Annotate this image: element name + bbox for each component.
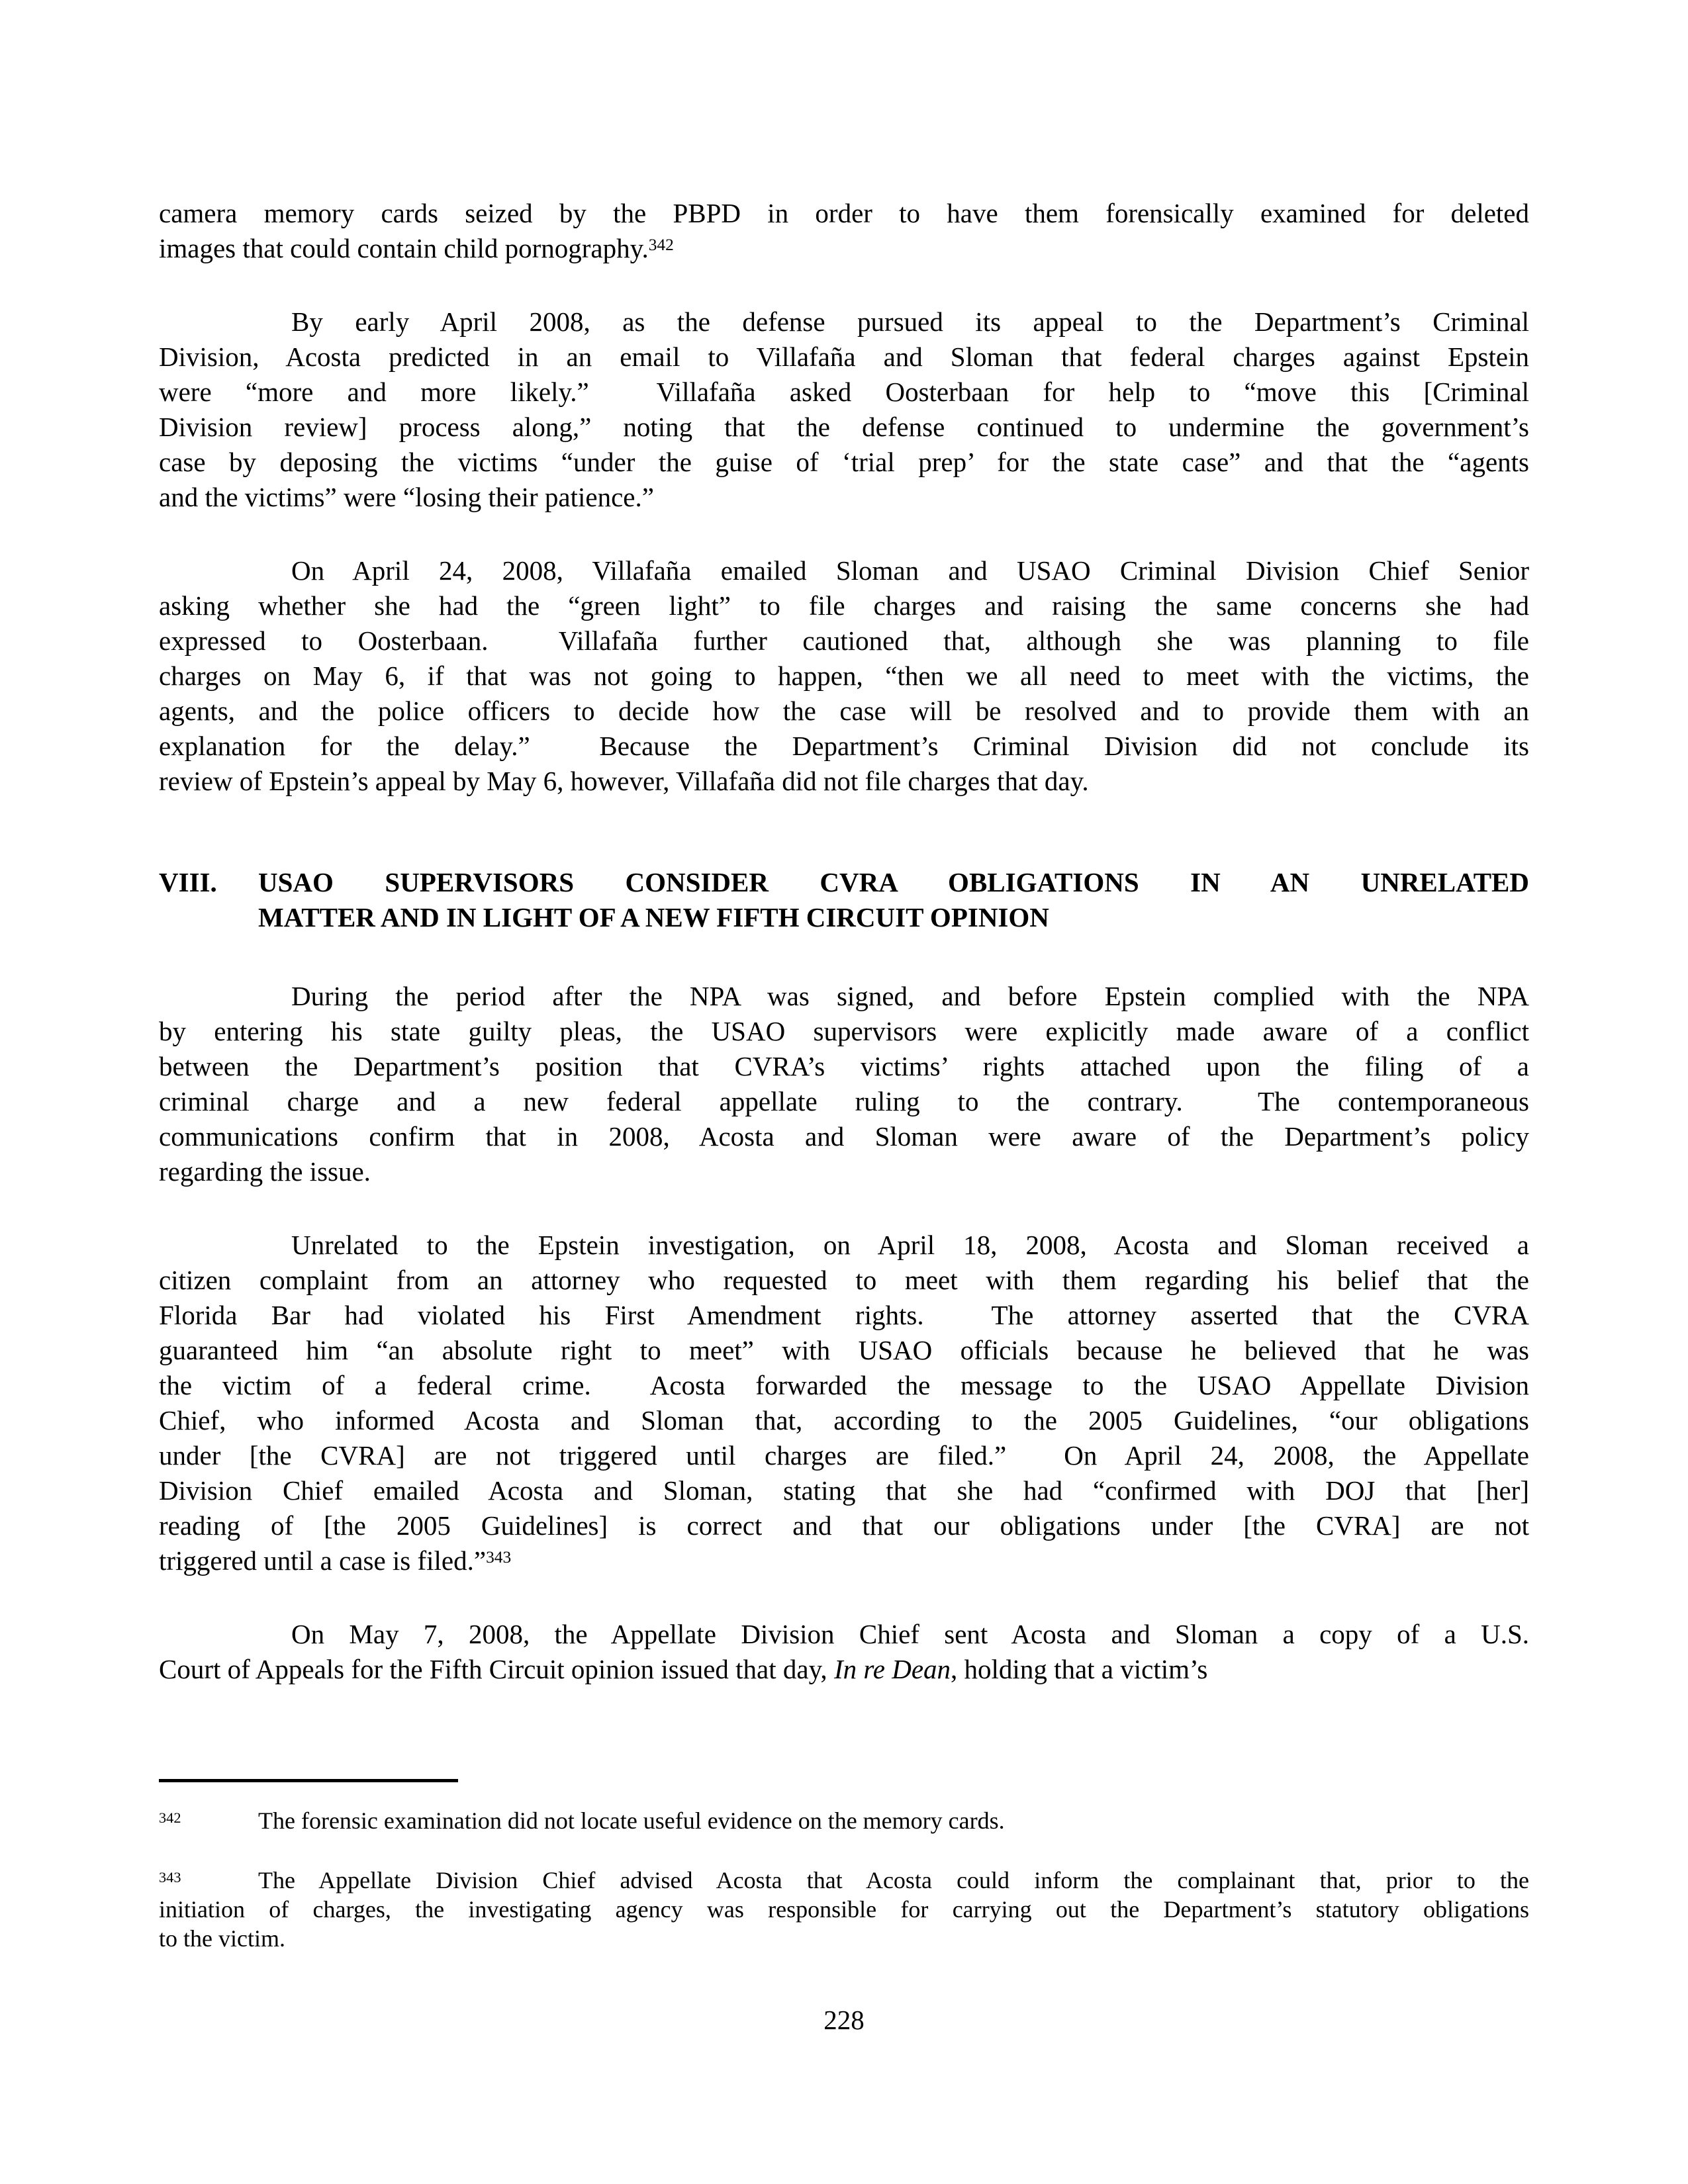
text-line: criminal charge and a new federal appellate ruling to the contrary. The contemporaneous bbox=[159, 1086, 1529, 1116]
heading-line: USAO SUPERVISORS CONSIDER CVRA OBLIGATIONS IN AN UNRELATED bbox=[258, 867, 1529, 897]
footnote-number-sup: 343 bbox=[159, 1868, 181, 1886]
text-line: reading of [the 2005 Guidelines] is correct and that our obligations under [the CVRA] are not bbox=[159, 1510, 1529, 1541]
footnotes bbox=[159, 1806, 1529, 1953]
footnote bbox=[159, 1866, 1529, 1953]
footnote-number bbox=[159, 1806, 258, 1835]
footnote-ref: 343 bbox=[486, 1548, 512, 1567]
footnote-number-sup: 342 bbox=[159, 1809, 181, 1826]
text-line: Unrelated to the Epstein investigation, on April 18, 2008, Acosta and Sloman received a bbox=[291, 1230, 1529, 1260]
text-line: under [the CVRA] are not triggered until charges are filed.” On April 24, 2008, the Appellate bbox=[159, 1440, 1529, 1471]
text-line: explanation for the delay.” Because the Department’s Criminal Division did not conclude its bbox=[159, 731, 1529, 761]
text-line: and the victims” were “losing their patience.” bbox=[159, 482, 654, 512]
footnote-separator bbox=[159, 1779, 458, 1782]
footnote-line: $^{343}$ The Appellate Division Chief advised Acosta that Acosta could inform the complainant that, prior to the bbox=[159, 1867, 1529, 1893]
text-line: On April 24, 2008, Villafaña emailed Sloman and USAO Criminal Division Chief Senior bbox=[291, 555, 1529, 586]
text-line: Court of Appeals for the Fifth Circuit opinion issued that day, In re Dean, holding that a victim’s bbox=[159, 1654, 1208, 1684]
footnote-number bbox=[159, 1866, 258, 1895]
text-line: between the Department’s position that CVRA’s victims’ rights attached upon the filing of a bbox=[159, 1051, 1529, 1081]
text-line: charges on May 6, if that was not going to happen, “then we all need to meet with the victims, the bbox=[159, 660, 1529, 691]
footnote-line: to the victim. bbox=[159, 1925, 285, 1952]
text-line: were “more and more likely.” Villafaña asked Oosterbaan for help to “move this [Criminal bbox=[159, 377, 1529, 407]
text-line: communications confirm that in 2008, Acosta and Sloman were aware of the Department’s policy bbox=[159, 1121, 1529, 1152]
paragraph bbox=[159, 553, 1529, 799]
text-line: Division review] process along,” noting that the defense continued to undermine the government’s bbox=[159, 412, 1529, 442]
body-text bbox=[159, 196, 1529, 1687]
text-line: triggered until a case is filed.”$^{343}$ bbox=[159, 1545, 512, 1576]
heading-line: MATTER AND IN LIGHT OF A NEW FIFTH CIRCUIT OPINION bbox=[258, 902, 1049, 933]
text-line: citizen complaint from an attorney who requested to meet with them regarding his belief that the bbox=[159, 1265, 1529, 1295]
text-line: Florida Bar had violated his First Amendment rights. The attorney asserted that the CVRA bbox=[159, 1300, 1529, 1330]
footnote-line: $^{342}$ The forensic examination did not locate useful evidence on the memory cards. bbox=[159, 1807, 1005, 1834]
paragraph bbox=[159, 196, 1529, 266]
text-line: review of Epstein’s appeal by May 6, however, Villafaña did not file charges that day. bbox=[159, 766, 1089, 796]
text-line: Division Chief emailed Acosta and Sloman, stating that she had “confirmed with DOJ that [her] bbox=[159, 1475, 1529, 1506]
text-line: On May 7, 2008, the Appellate Division Chief sent Acosta and Sloman a copy of a U.S. bbox=[291, 1619, 1529, 1649]
page-number: 228 bbox=[823, 2005, 865, 2035]
text-line: case by deposing the victims “under the guise of ‘trial prep’ for the state case” and that the “agents bbox=[159, 447, 1529, 477]
text-line: asking whether she had the “green light” to file charges and raising the same concerns she had bbox=[159, 590, 1529, 621]
text-line: regarding the issue. bbox=[159, 1156, 371, 1187]
footnote-ref: 342 bbox=[648, 236, 674, 255]
text-line: guaranteed him “an absolute right to meet” with USAO officials because he believed that he was bbox=[159, 1335, 1529, 1365]
footnote-area bbox=[159, 1779, 1529, 1983]
text-line: images that could contain child pornography.$^{342}$ bbox=[159, 233, 674, 263]
text-line: During the period after the NPA was signed, and before Epstein complied with the NPA bbox=[291, 981, 1529, 1011]
text-line: by entering his state guilty pleas, the USAO supervisors were explicitly made aware of a conflict bbox=[159, 1016, 1529, 1046]
section-number: VIII. bbox=[159, 867, 217, 897]
footnote bbox=[159, 1806, 1529, 1835]
text-line: By early April 2008, as the defense pursued its appeal to the Department’s Criminal bbox=[291, 306, 1529, 337]
text-line: agents, and the police officers to decide how the case will be resolved and to provide them with an bbox=[159, 696, 1529, 726]
text-line: camera memory cards seized by the PBPD in order to have them forensically examined for deleted bbox=[159, 198, 1529, 228]
text-line: Division, Acosta predicted in an email to Villafaña and Sloman that federal charges against Epstein bbox=[159, 341, 1529, 372]
section-heading bbox=[159, 865, 1529, 935]
text-line: expressed to Oosterbaan. Villafaña further cautioned that, although she was planning to file bbox=[159, 625, 1529, 656]
text-line: Chief, who informed Acosta and Sloman that, according to the 2005 Guidelines, “our obligations bbox=[159, 1405, 1529, 1435]
page-content bbox=[159, 196, 1529, 1725]
paragraph bbox=[159, 1228, 1529, 1578]
paragraph bbox=[159, 979, 1529, 1189]
paragraph bbox=[159, 304, 1529, 515]
italic-text: In re Dean bbox=[833, 1654, 951, 1684]
footnote-line: initiation of charges, the investigating agency was responsible for carrying out the Department’s statutory obligations bbox=[159, 1896, 1529, 1923]
paragraph bbox=[159, 1617, 1529, 1687]
text-line: the victim of a federal crime. Acosta forwarded the message to the USAO Appellate Division bbox=[159, 1370, 1529, 1400]
section-title bbox=[258, 865, 1529, 935]
